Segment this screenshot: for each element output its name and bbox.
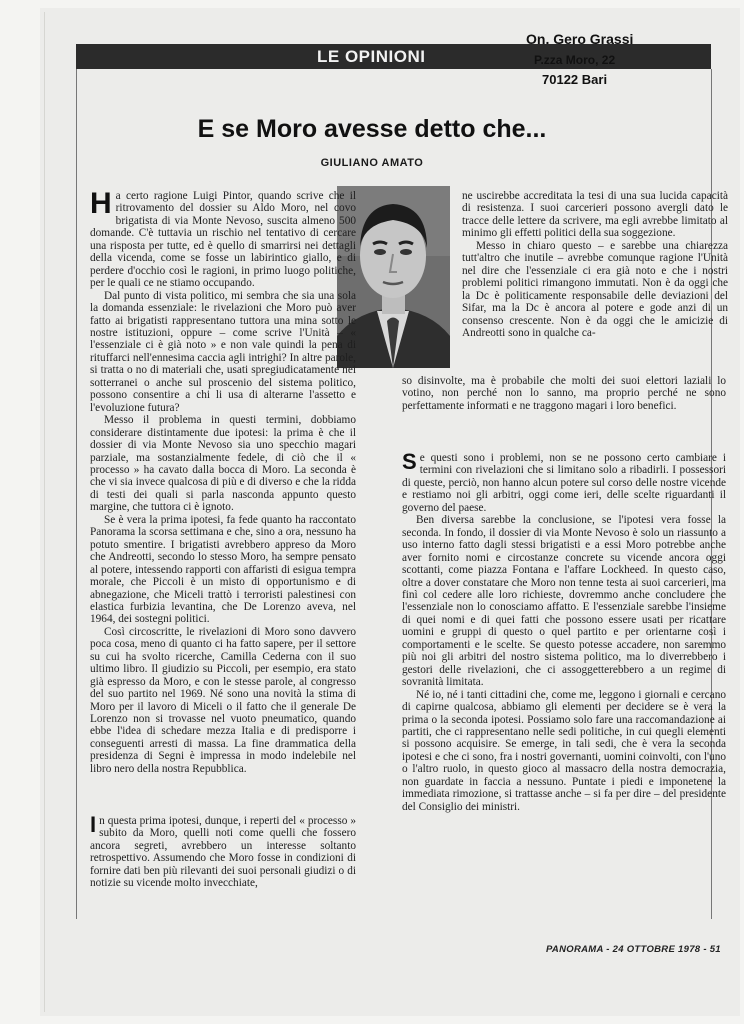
stamp-name: On. Gero Grassi — [526, 31, 634, 47]
right-column-top — [462, 190, 728, 339]
right-para-3-text: e questi sono i problemi, non se ne possono certo cambiare i termini con rivelazioni che si limitano solo a ribadirli. I possessori di queste, perciò, non hanno alcun potere sul corso delle nostre vicende e restiamo noi gli arbitri, oggi come ieri, delle scelte riguardanti il governo del paese. — [402, 452, 726, 514]
stamp-city: 70122 Bari — [542, 72, 608, 87]
right-para-1: ne uscirebbe accreditata la tesi di una sua lucida capacità di resistenza. I suoi carcerieri possono avergli dato le tracce delle lettere da scrivere, ma egli avrebbe limitato al minimo gli effetti politici della sua soggezione. — [462, 190, 728, 240]
right-para-2: Messo in chiaro questo – e sarebbe una chiarezza tutt'altro che inutile – avrebbe comunque ragione l'Unità nel dire che l'essenziale ci era già noto e che i nostri problemi politici rimangono immutati. Non è da oggi che la Dc è politicamente responsabile delle deviazioni del Sifar, ma la Dc è ancora al potere e gode anzi di un consenso crescente. Non è da oggi che le amicizie di Andreotti sono in qualche ca- — [462, 239, 728, 339]
right-para-4: Ben diversa sarebbe la conclusione, se l'ipotesi vera fosse la seconda. In fondo, il dossier di via Monte Nevoso è solo un riassunto a uso interno fatto dagli stessi brigatisti e a essi Moro potrebbe anche aver fornito nomi e circostanze concrete su vicende ancora oggi scottanti, come piazza Fontana e l'affare Lockheed. In questo caso, oltre a dover constatare che Moro non tenne testa ai suoi carcerieri, ma finì col cedere alle loro richieste, dovremmo anche concludere che l'essenziale non lo conosciamo affatto. E l'essenziale sarebbe l'insieme di quei nomi e di quei fatti che possono essere usati per ricattare uomini e gruppi di questo o quel partito e per orientarne così i comportamenti e le scelte. Se questo potesse accadere, non saremmo più noi gli arbitri del nostro sistema politico, ma lo diverrebbero i gestori delle rivelazioni, che ci assoggetterebbero a un regime di sovranità limitata. — [402, 514, 726, 689]
page-footer: PANORAMA - 24 OTTOBRE 1978 - 51 — [546, 944, 721, 955]
dropcap-i: I — [90, 812, 97, 837]
right-para-3 — [402, 449, 726, 514]
left-column-end — [90, 812, 356, 890]
left-para-4: Se è vera la prima ipotesi, fa fede quanto ha raccontato Panorama la scorsa settimana e che, sino a ora, nessuno ha potuto smentire. I brigatisti avrebbero appreso da Moro che Andreotti, secondo lo stesso Moro, ha sempre pensato al potere, intessendo rapporti con affaristi di esigua tempra morale, che Piccoli è un misto di opportunismo e di abnegazione, che Miceli trattò i terroristi palestinesi con elastica furbizia levantina, che De Lorenzo aveva, nel 1964, dei sostegni politici. — [90, 513, 356, 626]
left-para-2: Dal punto di vista politico, mi sembra che sia una sola la domanda essenziale: le rivelazioni che Moro può aver fatto ai brigatisti rappresentano tuttora una mina sotto le nostre istituzioni, oppure – come scrive l'Unità – « l'essenziale ci è già noto » e non vale quindi la pena di rituffarci nell'ennesima caccia agli intrighi? In altre parole, si tratta o no di materiali che, usati spregiudicatamente nei sotterranei o anche sul proscenio del sistema politico, possono consentire a chi li usa di alterarne l'assetto e l'evoluzione futura? — [90, 289, 356, 414]
right-column-bottom — [402, 449, 726, 813]
left-para-6-text: n questa prima ipotesi, dunque, i reperti del « processo » subito da Moro, quelli noti come quelli che fossero ancora segreti, avrebbero un interesse soltanto retrospettivo. Assumendo che Moro fosse in condizioni di fornire dati ben più rilevanti dei suoi personali giudizi o di notizie su vicende molto invecchiate, — [90, 815, 356, 890]
left-para-6 — [90, 812, 356, 890]
article-byline: GIULIANO AMATO — [320, 157, 424, 169]
left-column — [90, 187, 356, 775]
left-para-1-text: a certo ragione Luigi Pintor, quando scrive che il ritrovamento del dossier su Aldo Moro, nel covo brigatista di via Monte Nevoso, suscita almeno 500 domande. C'è tuttavia un rischio nel tentativo di cercare una risposta per tutte, ed è quello di smarrirsi nei dettagli della vicenda, come se fosse un labirintico giallo, e di perdere d'occhio così le ragioni, in primo luogo politiche, per le quali ce ne stiamo occupando. — [90, 190, 356, 290]
left-para-5: Così circoscritte, le rivelazioni di Moro sono davvero poca cosa, meno di quanto ci ha fatto sapere, per il settore su cui ha svolto ricerche, Camilla Cederna con il suo ultimo libro. Il giudizio su Piccoli, per esempio, era stato già espresso da Moro, e con le stesse parole, al congresso del suo partito nel 1969. Né sono una novità la stima di Moro per il lavoro di Miceli o il fatto che il generale De Lorenzo non si trovasse nel vuoto pneumatico, quando ebbe l'idea di schedare mezza Italia e di predisporre i conseguenti arresti di massa. La fine drammatica della presidenza di Segni è impressa in modo indelebile nel libro nero della nostra Repubblica. — [90, 625, 356, 775]
article-headline: E se Moro avesse detto che... — [197, 115, 547, 143]
stamp-street: P.zza Moro, 22 — [534, 53, 616, 67]
left-para-1 — [90, 187, 356, 290]
right-para-5: Né io, né i tanti cittadini che, come me, leggono i giornali e cercano di capirne qualcosa, abbiamo gli elementi per decidere se è vera la prima o la seconda ipotesi. Possiamo solo fare una raccomandazione ai partiti, che ci rappresentano nelle sedi politiche, in cui quegli elementi si possono acquisire. Se emerge, in tali sedi, che è vera la seconda ipotesi e che ci sono, fra i nostri governanti, uomini coinvolti, con l'uno o l'altro ruolo, in questo gioco al massacro della nostra democrazia, non guardate in faccia a nessuno. Puntate i piedi e imponetene la immediata rimozione, si trattasse anche – si fa per dire – del presidente del Consiglio dei ministri. — [402, 688, 726, 813]
right-column-span — [402, 375, 726, 412]
dropcap-h: H — [90, 187, 112, 220]
section-title: LE OPINIONI — [317, 47, 426, 66]
left-para-3: Messo il problema in questi termini, dobbiamo considerare distintamente due ipotesi: la prima è che il dossier di via Monte Nevoso sia uno specchio magari parziale, ma sostanzialmente fedele, di ciò che il « processo » ha cavato dalla bocca di Moro. La seconda è che vi sia invece qualcosa di più e di diverso e che la ridda di testi dei quali si parla nasconda appunto questo margine, che tuttora ci è ignoto. — [90, 414, 356, 514]
span-para: so disinvolte, ma è probabile che molti dei suoi elettori laziali lo votino, non perché non lo sanno, ma proprio perché ne sono perfettamente informati e ne traggono magari i loro benefici. — [402, 375, 726, 412]
dropcap-s: S — [402, 449, 417, 474]
